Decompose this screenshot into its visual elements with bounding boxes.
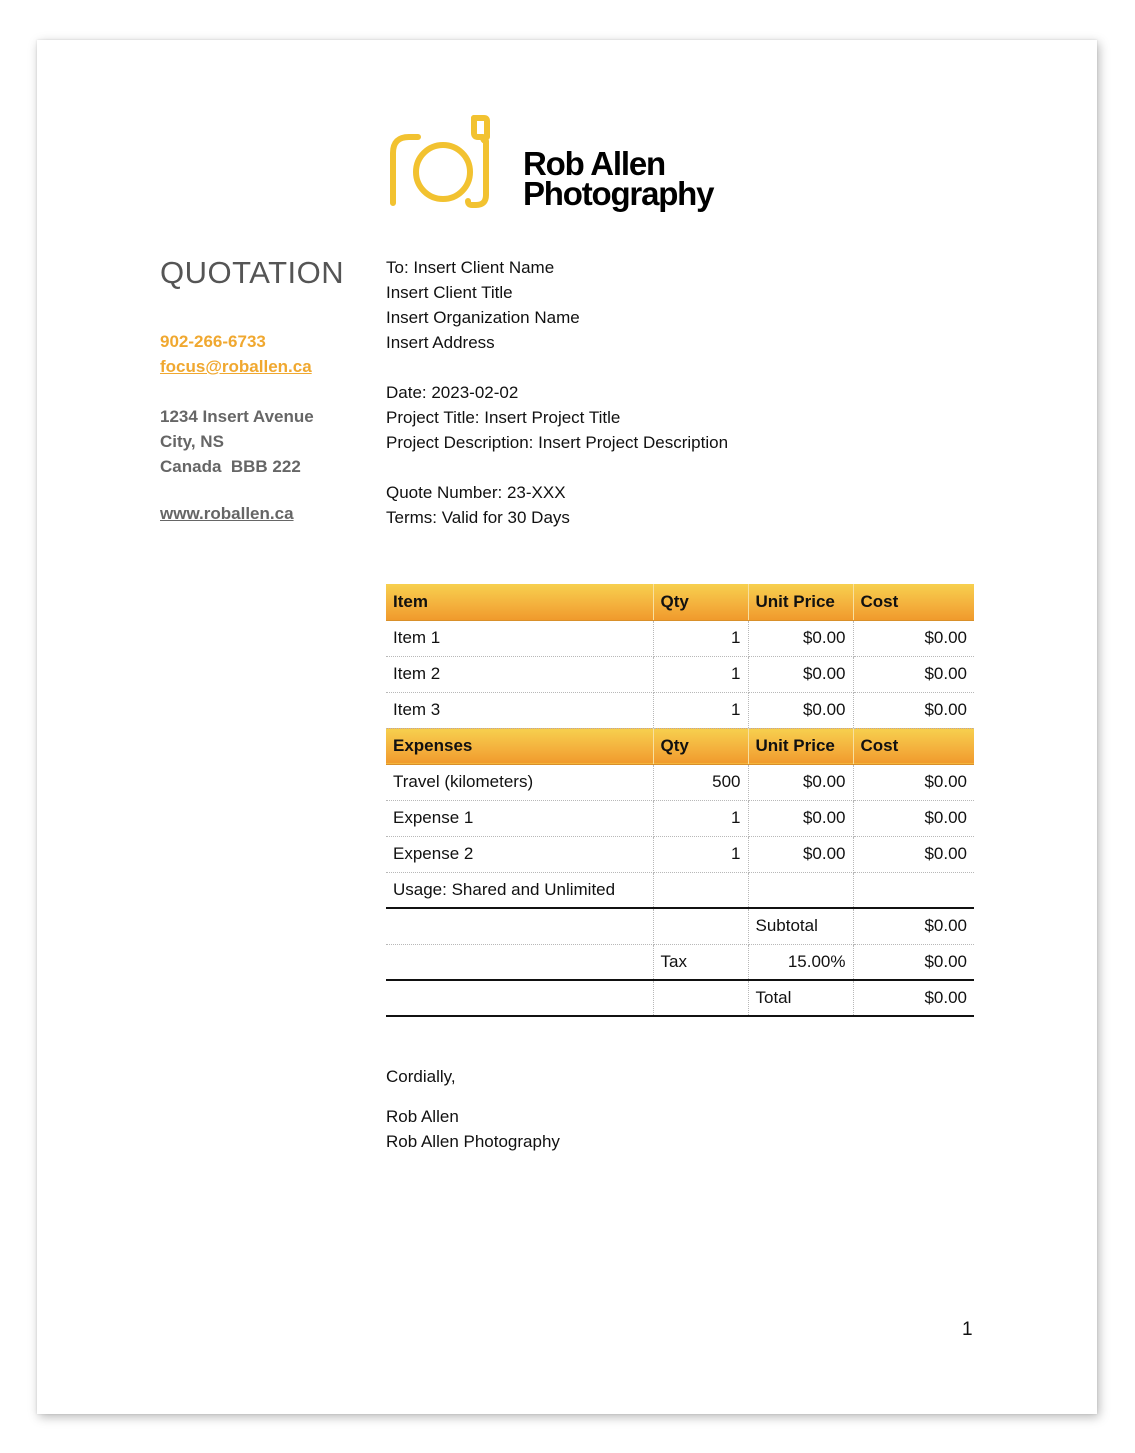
expense-name: Expense 1 — [386, 800, 653, 836]
empty-cell — [653, 980, 748, 1016]
sender-email-link[interactable]: focus@roballen.ca — [160, 357, 312, 376]
tax-rate: 15.00% — [748, 944, 853, 980]
item-qty: 1 — [653, 692, 748, 728]
closing-salutation: Cordially, — [386, 1067, 456, 1086]
item-cost: $0.00 — [853, 656, 974, 692]
expense-qty: 1 — [653, 800, 748, 836]
signature-company: Rob Allen Photography — [386, 1132, 560, 1151]
signature-name: Rob Allen — [386, 1107, 459, 1126]
expense-cost: $0.00 — [853, 800, 974, 836]
camera-icon — [388, 115, 518, 215]
empty-cell — [386, 908, 653, 944]
quote-date: Date: 2023-02-02 — [386, 383, 519, 402]
header-cell: Qty — [653, 728, 748, 764]
total-value: $0.00 — [853, 980, 974, 1016]
company-logo — [388, 115, 748, 215]
expense-name: Expense 2 — [386, 836, 653, 872]
header-cell: Cost — [853, 728, 974, 764]
empty-cell — [386, 980, 653, 1016]
signature-block — [386, 1104, 560, 1154]
recipient-block — [386, 255, 580, 355]
subtotal-label: Subtotal — [748, 908, 853, 944]
empty-cell — [386, 944, 653, 980]
usage-label: Usage: Shared and Unlimited — [386, 872, 653, 908]
quote-number: Quote Number: 23-XXX — [386, 483, 566, 502]
subtotal-row — [386, 908, 974, 944]
header-cell: Item — [386, 584, 653, 620]
expense-qty: 1 — [653, 836, 748, 872]
quote-table — [386, 584, 974, 1017]
address-line: Canada BBB 222 — [160, 457, 301, 476]
table-row — [386, 800, 974, 836]
table-row — [386, 620, 974, 656]
address-line: 1234 Insert Avenue — [160, 407, 314, 426]
recipient-title: Insert Client Title — [386, 283, 513, 302]
item-name: Item 2 — [386, 656, 653, 692]
empty-cell — [748, 872, 853, 908]
expense-cost: $0.00 — [853, 764, 974, 800]
table-row — [386, 836, 974, 872]
expense-qty: 500 — [653, 764, 748, 800]
header-cell: Unit Price — [748, 584, 853, 620]
item-cost: $0.00 — [853, 620, 974, 656]
tax-label: Tax — [653, 944, 748, 980]
expenses-header-row — [386, 728, 974, 764]
expense-unit-price: $0.00 — [748, 764, 853, 800]
usage-row — [386, 872, 974, 908]
tax-row — [386, 944, 974, 980]
brand-name — [523, 145, 714, 212]
empty-cell — [853, 872, 974, 908]
subtotal-value: $0.00 — [853, 908, 974, 944]
quote-meta-block — [386, 480, 570, 530]
table-row — [386, 692, 974, 728]
header-cell: Cost — [853, 584, 974, 620]
expense-cost: $0.00 — [853, 836, 974, 872]
project-title: Project Title: Insert Project Title — [386, 408, 621, 427]
empty-cell — [653, 908, 748, 944]
sender-address — [160, 404, 314, 479]
header-cell: Expenses — [386, 728, 653, 764]
project-description: Project Description: Insert Project Description — [386, 433, 729, 452]
document-title: QUOTATION — [160, 255, 345, 290]
expense-unit-price: $0.00 — [748, 836, 853, 872]
page-number: 1 — [962, 1319, 973, 1340]
expense-name: Travel (kilometers) — [386, 764, 653, 800]
tax-value: $0.00 — [853, 944, 974, 980]
recipient-name: To: Insert Client Name — [386, 258, 555, 277]
header-cell: Unit Price — [748, 728, 853, 764]
items-header-row — [386, 584, 974, 620]
item-unit-price: $0.00 — [748, 656, 853, 692]
empty-cell — [653, 872, 748, 908]
sender-phone: 902-266-6733 — [160, 332, 266, 351]
table-row — [386, 656, 974, 692]
item-qty: 1 — [653, 656, 748, 692]
expense-unit-price: $0.00 — [748, 800, 853, 836]
item-qty: 1 — [653, 620, 748, 656]
brand-name-line2: Photography — [523, 175, 714, 212]
header-cell: Qty — [653, 584, 748, 620]
item-name: Item 1 — [386, 620, 653, 656]
website-link[interactable]: www.roballen.ca — [160, 504, 294, 523]
table-row — [386, 764, 974, 800]
recipient-organization: Insert Organization Name — [386, 308, 580, 327]
brand-name-line1: Rob Allen — [523, 145, 665, 182]
recipient-address: Insert Address — [386, 333, 495, 352]
item-unit-price: $0.00 — [748, 620, 853, 656]
project-block — [386, 380, 728, 455]
address-line: City, NS — [160, 432, 224, 451]
quote-terms: Terms: Valid for 30 Days — [386, 508, 570, 527]
total-label: Total — [748, 980, 853, 1016]
item-name: Item 3 — [386, 692, 653, 728]
item-cost: $0.00 — [853, 692, 974, 728]
total-row — [386, 980, 974, 1016]
item-unit-price: $0.00 — [748, 692, 853, 728]
